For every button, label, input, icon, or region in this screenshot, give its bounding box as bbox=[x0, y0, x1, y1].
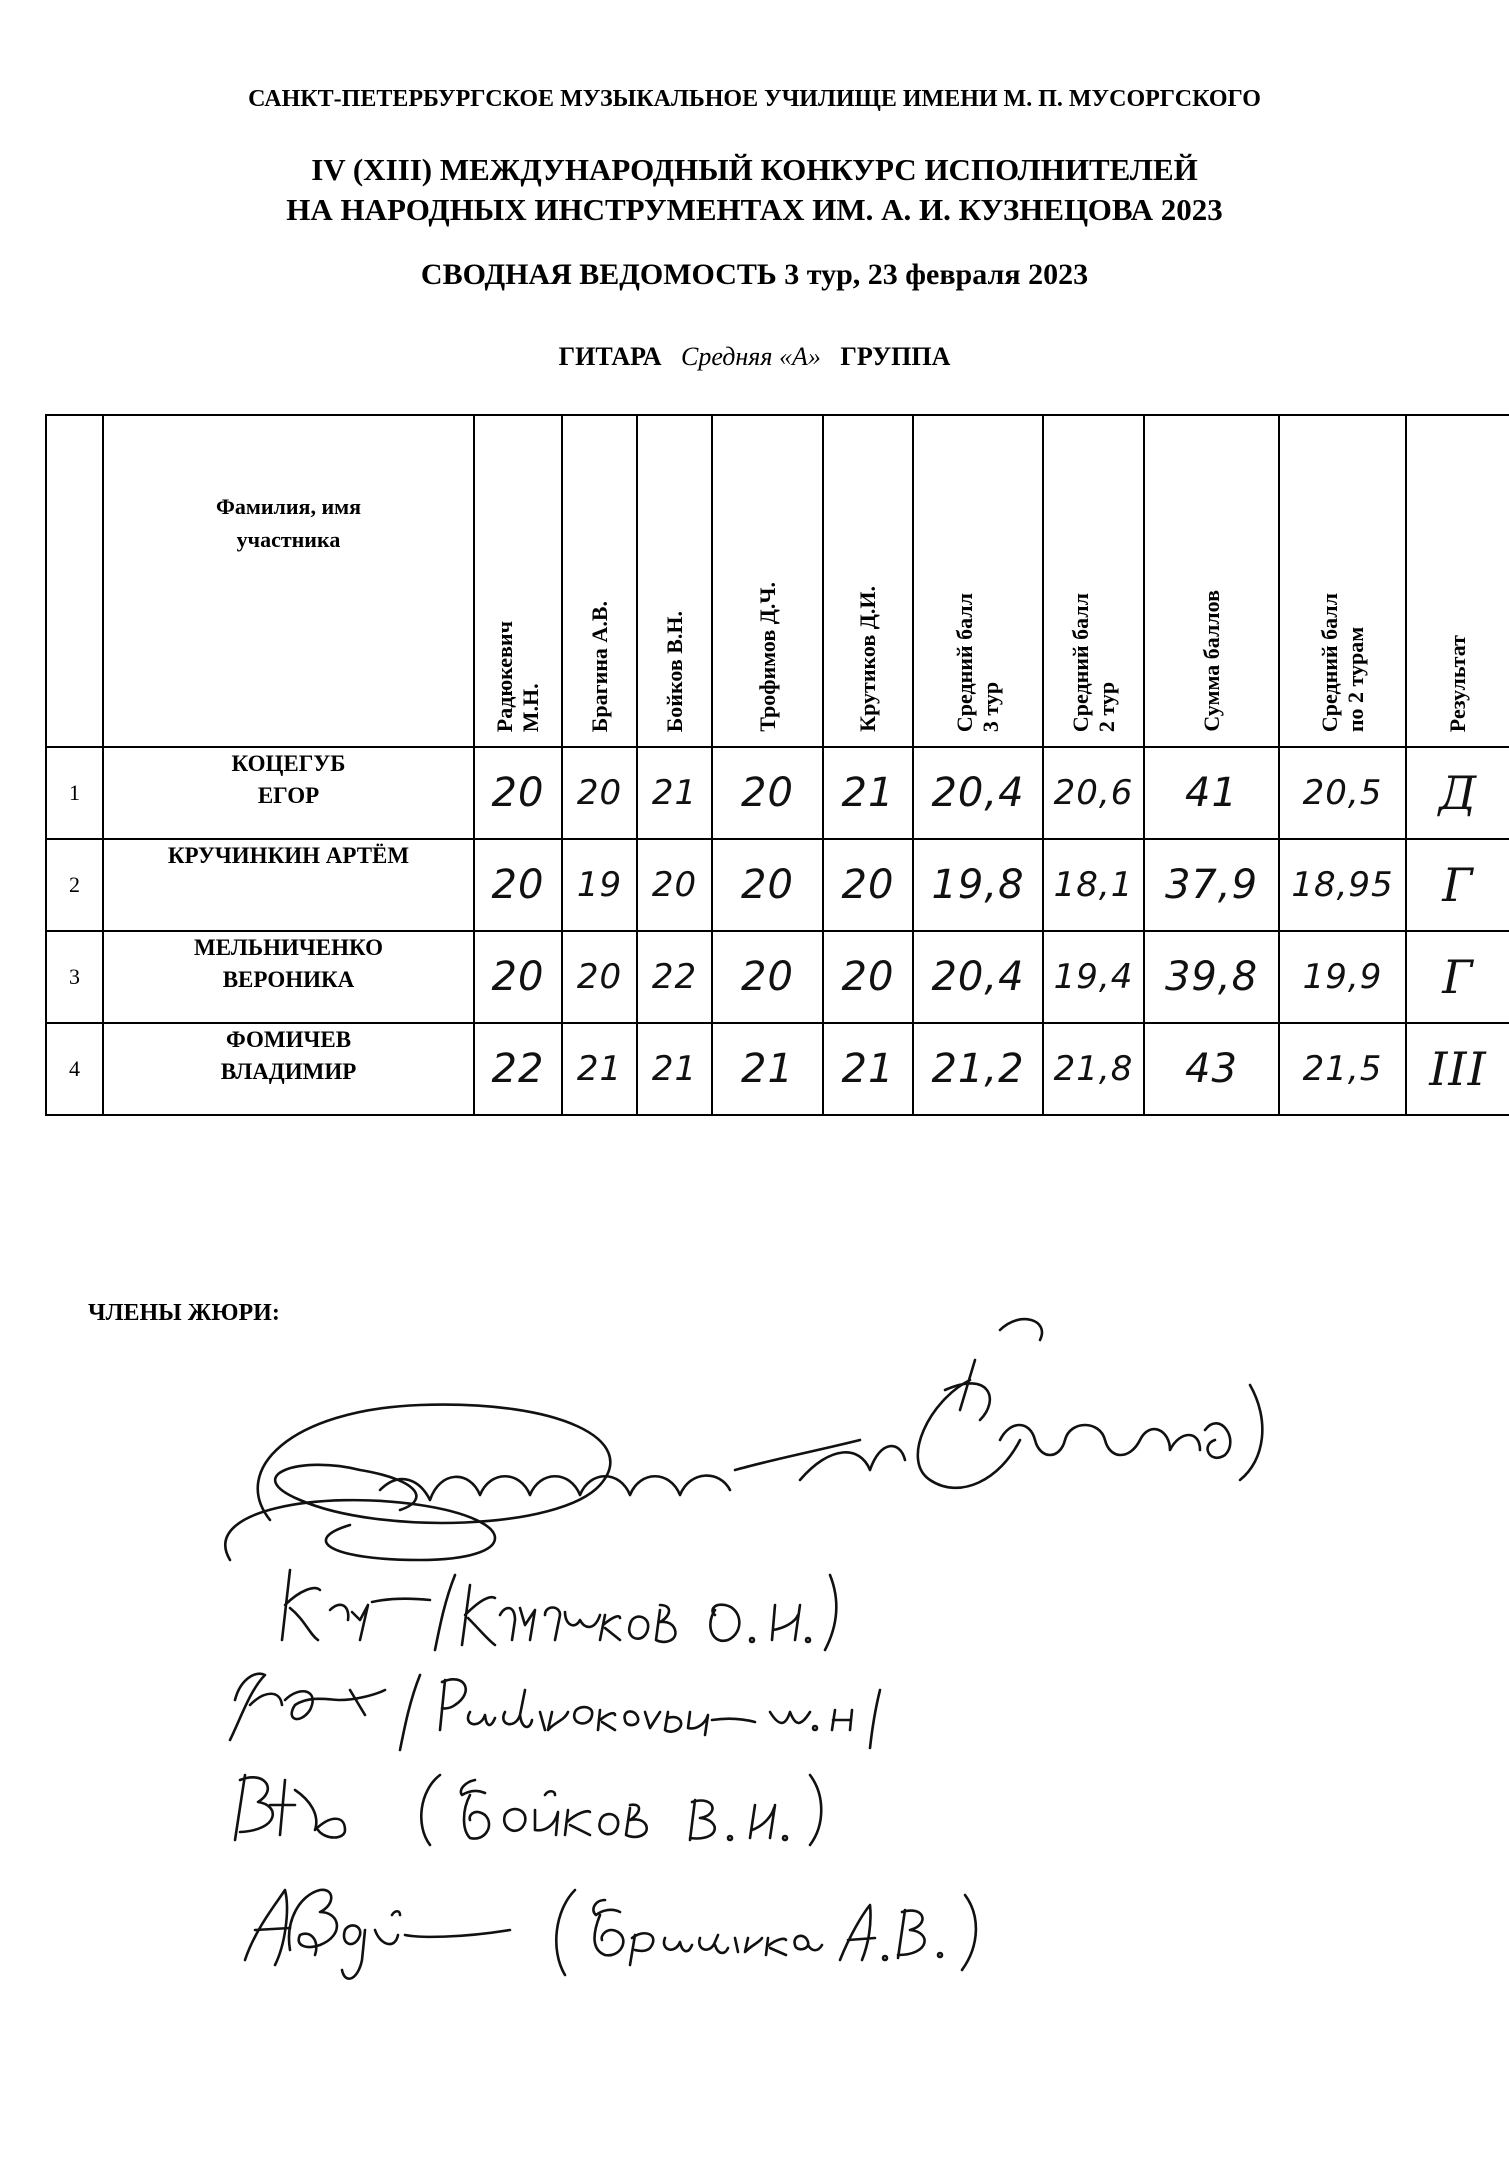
score-judge-2: 21 bbox=[562, 1023, 637, 1115]
row-number: 3 bbox=[46, 931, 103, 1023]
score-judge-1: 20 bbox=[474, 839, 562, 931]
institution-title: САНКТ-ПЕТЕРБУРГСКОЕ МУЗЫКАЛЬНОЕ УЧИЛИЩЕ ИМЕНИ М. П. МУСОРГСКОГО bbox=[248, 86, 1261, 112]
col-judge-3: Бойков В.Н. bbox=[637, 415, 712, 747]
col-avg-round3: Средний балл 3 тур bbox=[913, 415, 1043, 747]
score-judge-5: 20 bbox=[823, 839, 913, 931]
group-name: Средняя «А» bbox=[680, 342, 821, 371]
col-judge-5: Крутиков Д.И. bbox=[823, 415, 913, 747]
col-result: Результат bbox=[1406, 415, 1509, 747]
avg-both-rounds: 21,5 bbox=[1279, 1023, 1406, 1115]
avg-round2: 18,1 bbox=[1043, 839, 1144, 931]
col-judge-4: Трофимов Д.Ч. bbox=[712, 415, 823, 747]
score-judge-5: 21 bbox=[823, 1023, 913, 1115]
score-judge-4: 21 bbox=[712, 1023, 823, 1115]
avg-round2: 21,8 bbox=[1043, 1023, 1144, 1115]
col-avg-round2: Средний балл 2 тур bbox=[1043, 415, 1144, 747]
score-judge-2: 19 bbox=[562, 839, 637, 931]
score-judge-3: 21 bbox=[637, 1023, 712, 1115]
avg-both-rounds: 20,5 bbox=[1279, 747, 1406, 839]
score-judge-4: 20 bbox=[712, 839, 823, 931]
row-number: 4 bbox=[46, 1023, 103, 1115]
sum-score: 37,9 bbox=[1144, 839, 1279, 931]
score-judge-1: 20 bbox=[474, 747, 562, 839]
participant-name: КРУЧИНКИН АРТЁМ bbox=[103, 839, 474, 931]
instrument-label: ГИТАРА bbox=[558, 342, 662, 371]
competition-title-line2: НА НАРОДНЫХ ИНСТРУМЕНТАХ ИМ. А. И. КУЗНЕЦОВА 2023 bbox=[286, 192, 1223, 227]
result: Д bbox=[1406, 747, 1509, 839]
avg-round3: 20,4 bbox=[913, 931, 1043, 1023]
avg-round2: 20,6 bbox=[1043, 747, 1144, 839]
row-number: 2 bbox=[46, 839, 103, 931]
score-judge-2: 20 bbox=[562, 747, 637, 839]
signature-trofimov bbox=[225, 1319, 1262, 1560]
signature-bragina bbox=[245, 1890, 976, 1979]
row-number: 1 bbox=[46, 747, 103, 839]
avg-round3: 19,8 bbox=[913, 839, 1043, 931]
score-judge-1: 20 bbox=[474, 931, 562, 1023]
signature-radyukevich bbox=[230, 1674, 880, 1750]
avg-round3: 21,2 bbox=[913, 1023, 1043, 1115]
score-judge-4: 20 bbox=[712, 747, 823, 839]
signature-boykov bbox=[235, 1775, 821, 1845]
score-judge-2: 20 bbox=[562, 931, 637, 1023]
avg-round3: 20,4 bbox=[913, 747, 1043, 839]
avg-both-rounds: 19,9 bbox=[1279, 931, 1406, 1023]
result: III bbox=[1406, 1023, 1509, 1115]
sum-score: 39,8 bbox=[1144, 931, 1279, 1023]
score-judge-1: 22 bbox=[474, 1023, 562, 1115]
signature-krutikov bbox=[282, 1570, 836, 1650]
score-judge-4: 20 bbox=[712, 931, 823, 1023]
participant-name: ФОМИЧЕВ ВЛАДИМИР bbox=[103, 1023, 474, 1115]
competition-title-line1: IV (XIII) МЕЖДУНАРОДНЫЙ КОНКУРС ИСПОЛНИТЕЛЕЙ bbox=[311, 152, 1198, 187]
jury-label: ЧЛЕНЫ ЖЮРИ: bbox=[88, 1300, 280, 1326]
col-name: Фамилия, имя участника bbox=[103, 415, 474, 747]
result: Г bbox=[1406, 839, 1509, 931]
col-judge-1: Радюкевич М.Н. bbox=[474, 415, 562, 747]
group-word: ГРУППА bbox=[840, 342, 951, 371]
col-judge-2: Брагина А.В. bbox=[562, 415, 637, 747]
col-avg-both-rounds: Средний балл по 2 турам bbox=[1279, 415, 1406, 747]
participant-name: КОЦЕГУБ ЕГОР bbox=[103, 747, 474, 839]
col-sum: Сумма баллов bbox=[1144, 415, 1279, 747]
avg-round2: 19,4 bbox=[1043, 931, 1144, 1023]
score-judge-3: 21 bbox=[637, 747, 712, 839]
result: Г bbox=[1406, 931, 1509, 1023]
score-judge-5: 21 bbox=[823, 747, 913, 839]
score-judge-5: 20 bbox=[823, 931, 913, 1023]
score-judge-3: 20 bbox=[637, 839, 712, 931]
sum-score: 41 bbox=[1144, 747, 1279, 839]
participant-name: МЕЛЬНИЧЕНКО ВЕРОНИКА bbox=[103, 931, 474, 1023]
score-judge-3: 22 bbox=[637, 931, 712, 1023]
sheet-title: СВОДНАЯ ВЕДОМОСТЬ 3 тур, 23 февраля 2023 bbox=[420, 258, 1089, 291]
avg-both-rounds: 18,95 bbox=[1279, 839, 1406, 931]
sum-score: 43 bbox=[1144, 1023, 1279, 1115]
